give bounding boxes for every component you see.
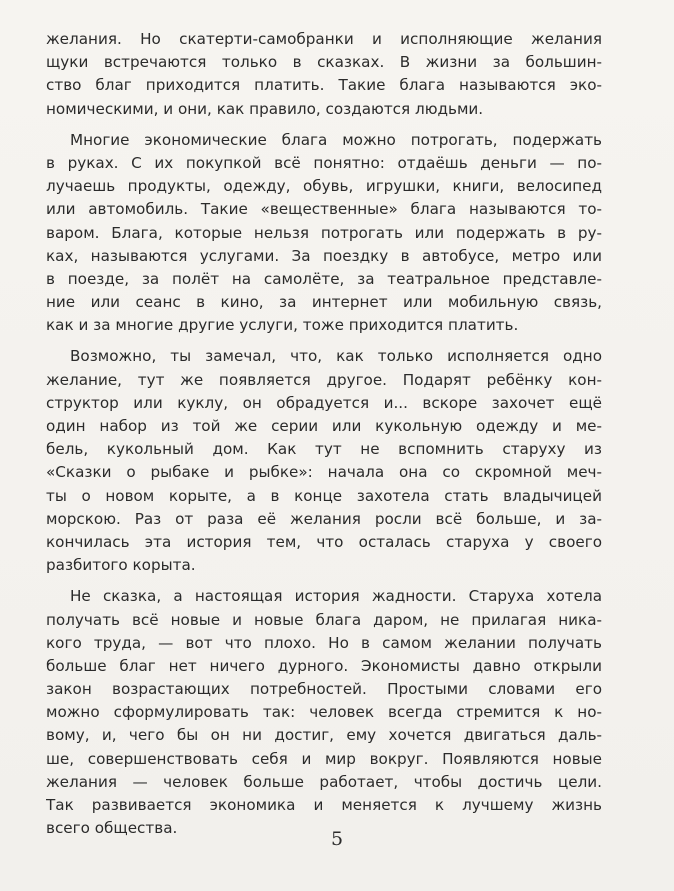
text-line: структор или куклу, он обрадуется и... вскоре захочет ещё — [46, 393, 602, 412]
text-line: бель, кукольный дом. Как тут не вспомнить старуху из — [46, 440, 602, 459]
text-line: Возможно, ты замечал, что, как только исполняется одно — [70, 347, 602, 366]
text-line: лучаешь продукты, одежду, обувь, игрушки, книги, велосипед — [46, 177, 602, 196]
text-line: ках, называются услугами. За поездку в автобусе, метро или — [46, 246, 602, 265]
text-line: больше благ нет ничего дурного. Экономисты давно открыли — [46, 656, 602, 675]
text-line: всего общества. — [46, 819, 178, 838]
text-line: варом. Блага, которые нельзя потрогать или подержать в ру- — [46, 223, 602, 242]
text-line: один набор из той же серии или кукольную одежду и ме- — [46, 417, 602, 435]
text-line: Не сказка, а настоящая история жадности. Старуха хотела — [70, 587, 602, 606]
text-line: как и за многие другие услуги, тоже приходится платить. — [46, 316, 519, 335]
paragraph — [46, 28, 602, 121]
text-line: щуки встречаются только в сказках. В жизни за большин- — [46, 53, 602, 72]
text-line: ше, совершенствовать себя и мир вокруг. Появляются новые — [46, 749, 602, 768]
page-number: 5 — [330, 828, 344, 850]
text-line: ние или сеанс в кино, за интернет или мобильную связь, — [46, 293, 602, 312]
text-line: в поезде, за полёт на самолёте, за театральное представле- — [46, 269, 602, 288]
text-line: «Сказки о рыбаке и рыбке»: начала она со скромной меч- — [46, 463, 602, 482]
text-line: можно сформулировать так: человек всегда стремится к но- — [46, 703, 602, 722]
paragraph — [46, 345, 602, 577]
text-line: разбитого корыта. — [46, 556, 196, 575]
paragraph — [46, 129, 602, 338]
text-line: ты о новом корыте, а в конце захотела стать владычицей — [46, 486, 602, 505]
text-line: закон возрастающих потребностей. Простыми словами его — [46, 680, 602, 699]
text-line: вому, и, чего бы он ни достиг, ему хочется двигаться даль- — [46, 726, 602, 745]
text-line: морскою. Раз от раза её желания росли всё больше, и за- — [46, 509, 602, 528]
text-line: получать всё новые и новые блага даром, не прилагая ника- — [46, 610, 602, 629]
text-line: номическими, и они, как правило, создаются людьми. — [46, 99, 484, 118]
body-text — [46, 28, 602, 840]
text-line: или автомобиль. Такие «вещественные» блага называются то- — [46, 200, 602, 219]
text-line: Так развивается экономика и меняется к лучшему жизнь — [46, 796, 602, 814]
text-line: в руках. С их покупкой всё понятно: отдаёшь деньги — по- — [46, 153, 602, 172]
text-line: ство благ приходится платить. Такие блага называются эко- — [46, 76, 602, 95]
text-line: желание, тут же появляется другое. Подарят ребёнку кон- — [46, 370, 602, 389]
text-line: кого труда, — вот что плохо. Но в самом желании получать — [46, 633, 602, 652]
text-line: Многие экономические блага можно потрогать, подержать — [70, 130, 602, 149]
text-line: желания. Но скатерти-самобранки и исполняющие желания — [46, 30, 602, 48]
paragraph — [46, 585, 602, 840]
text-line: желания — человек больше работает, чтобы достичь цели. — [46, 772, 602, 791]
text-line: кончилась эта история тем, что осталась старуха у своего — [46, 532, 602, 551]
